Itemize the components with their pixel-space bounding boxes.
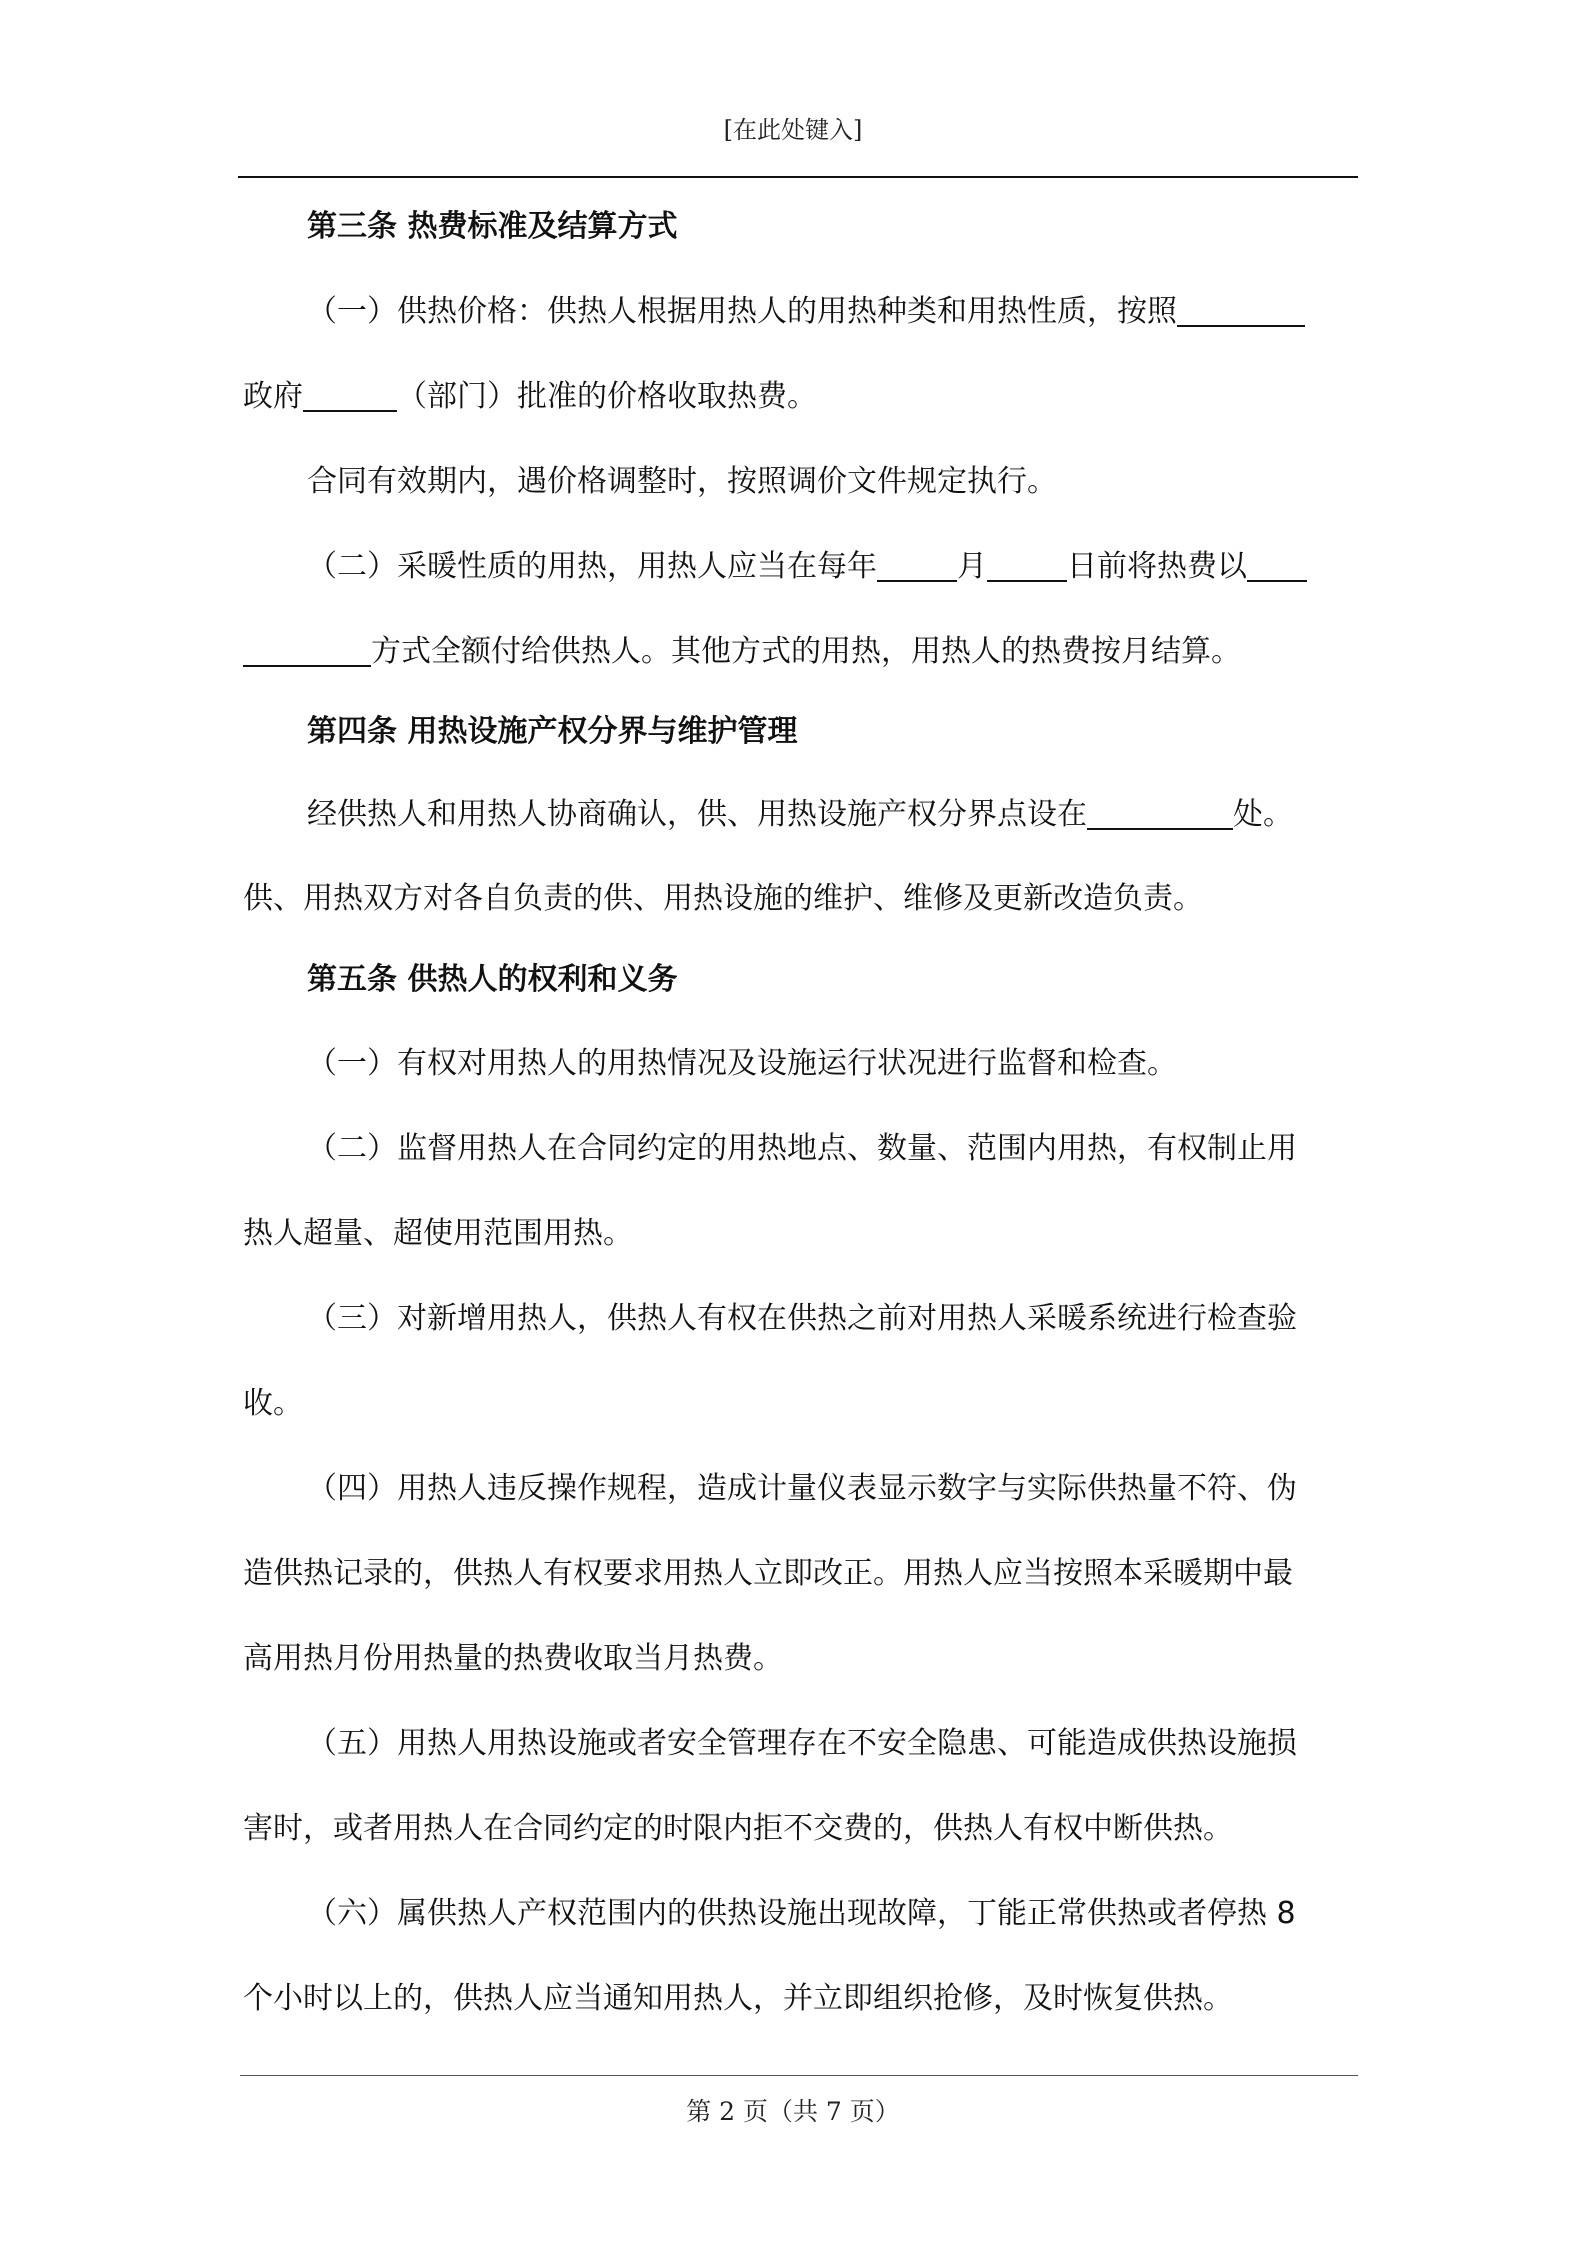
paragraph-text: （一）供热价格：供热人根据用热人的用热种类和用热性质，按照 xyxy=(307,294,1177,329)
footer-divider xyxy=(240,2075,1358,2076)
section-4-paragraph-1-line-2: 供、用热双方对各自负责的供、用热设施的维护、维修及更新改造负责。 xyxy=(243,881,1203,916)
section-3-paragraph-2: 合同有效期内，遇价格调整时，按照调价文件规定执行。 xyxy=(307,464,1057,499)
section-5-item-4-line-1: （四）用热人违反操作规程，造成计量仪表显示数字与实际供热量不符、伪 xyxy=(307,1471,1297,1506)
section-5-item-3-line-1: （三）对新增用热人，供热人有权在供热之前对用热人采暖系统进行检查验 xyxy=(307,1301,1297,1336)
section-5-item-2-line-1: （二）监督用热人在合同约定的用热地点、数量、范围内用热，有权制止用 xyxy=(307,1131,1297,1166)
section-4-paragraph-1-line-1 xyxy=(307,793,1293,837)
page-header: [在此处键入] xyxy=(723,116,863,144)
section-5-item-6-line-1: （六）属供热人产权范围内的供热设施出现故障，丁能正常供热或者停热 8 xyxy=(307,1896,1296,1931)
section-3-paragraph-3-line-2 xyxy=(243,630,1241,674)
fill-blank xyxy=(877,550,957,582)
section-3-paragraph-3-line-1 xyxy=(307,545,1307,589)
section-3-paragraph-1-line-2 xyxy=(243,375,817,419)
section-3-paragraph-1-line-1 xyxy=(307,290,1305,334)
paragraph-text: 处。 xyxy=(1233,797,1293,832)
section-4-title: 第四条 用热设施产权分界与维护管理 xyxy=(307,714,798,749)
section-5-item-2-line-2: 热人超量、超使用范围用热。 xyxy=(243,1216,633,1251)
fill-blank xyxy=(987,550,1067,582)
fill-blank xyxy=(1177,295,1305,327)
paragraph-text: 月 xyxy=(957,549,987,584)
header-divider xyxy=(238,176,1358,178)
section-5-title: 第五条 供热人的权利和义务 xyxy=(307,962,678,997)
fill-blank xyxy=(243,635,371,667)
section-3-title: 第三条 热费标准及结算方式 xyxy=(307,209,678,244)
paragraph-text: 政府 xyxy=(243,379,303,414)
paragraph-text: 日前将热费以 xyxy=(1067,549,1247,584)
fill-blank xyxy=(1247,550,1307,582)
page-number: 第 2 页（共 7 页） xyxy=(686,2097,900,2126)
paragraph-text: 方式全额付给供热人。其他方式的用热，用热人的热费按月结算。 xyxy=(371,634,1241,669)
section-5-item-1: （一）有权对用热人的用热情况及设施运行状况进行监督和检查。 xyxy=(307,1046,1177,1081)
paragraph-text: 经供热人和用热人协商确认，供、用热设施产权分界点设在 xyxy=(307,797,1087,832)
fill-blank xyxy=(1087,798,1233,830)
section-5-item-5-line-2: 害时，或者用热人在合同约定的时限内拒不交费的，供热人有权中断供热。 xyxy=(243,1811,1233,1846)
section-5-item-3-line-2: 收。 xyxy=(243,1386,303,1421)
paragraph-text: （部门）批准的价格收取热费。 xyxy=(397,379,817,414)
section-5-item-5-line-1: （五）用热人用热设施或者安全管理存在不安全隐患、可能造成供热设施损 xyxy=(307,1726,1297,1761)
fill-blank xyxy=(303,380,397,412)
paragraph-text: （二）采暖性质的用热，用热人应当在每年 xyxy=(307,549,877,584)
section-5-item-6-line-2: 个小时以上的，供热人应当通知用热人，并立即组织抢修，及时恢复供热。 xyxy=(243,1981,1233,2016)
section-5-item-4-line-2: 造供热记录的，供热人有权要求用热人立即改正。用热人应当按照本采暖期中最 xyxy=(243,1556,1293,1591)
section-5-item-4-line-3: 高用热月份用热量的热费收取当月热费。 xyxy=(243,1641,783,1676)
